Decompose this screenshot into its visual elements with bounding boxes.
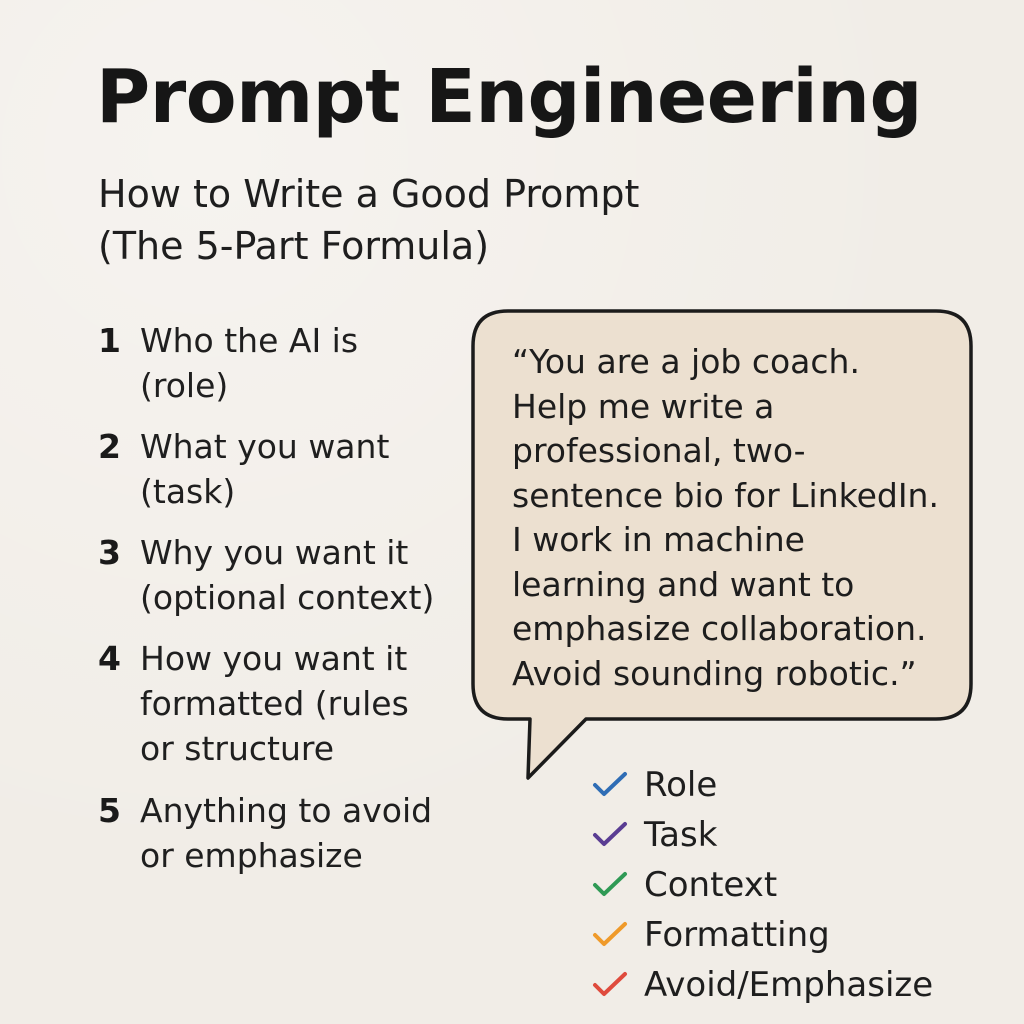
checklist-label: Formatting <box>644 915 830 955</box>
check-icon <box>592 870 628 900</box>
checklist-item-formatting <box>592 910 992 960</box>
check-icon <box>592 820 628 850</box>
step-description: How you want it formatted (rules or structure <box>140 639 409 768</box>
checklist-label: Context <box>644 865 778 905</box>
step-number: 4 <box>98 639 121 678</box>
example-line: learning and want to <box>512 564 855 604</box>
example-line: professional, two- <box>512 431 806 470</box>
step-description: Why you want it (optional context) <box>140 533 435 617</box>
example-line: Avoid sounding robotic.” <box>512 653 917 693</box>
check-icon <box>592 920 628 950</box>
check-icon <box>592 770 628 800</box>
step-description: Anything to avoid or emphasize <box>140 791 433 875</box>
example-line: “You are a job coach. <box>512 342 860 381</box>
example-line: sentence bio for LinkedIn. <box>512 475 939 515</box>
step-description: Who the AI is (role) <box>140 321 359 405</box>
checklist-item-avoid-emphasize <box>592 960 992 1010</box>
page-subtitle <box>98 168 898 272</box>
step-description: What you want (task) <box>140 427 390 511</box>
checklist-item-role <box>592 760 992 810</box>
example-line: emphasize collaboration. <box>512 609 927 648</box>
checklist-label: Avoid/Emphasize <box>644 965 934 1005</box>
example-line: Help me write a <box>512 386 775 426</box>
subtitle-line-1: How to Write a Good Prompt <box>98 172 640 216</box>
step-number: 3 <box>98 533 121 572</box>
checklist-label: Task <box>644 815 718 855</box>
page-title: Prompt Engineering <box>96 54 922 140</box>
step-number: 1 <box>98 321 121 360</box>
checklist-item-context <box>592 860 992 910</box>
step-number: 5 <box>98 791 121 830</box>
subtitle-line-2: (The 5-Part Formula) <box>98 224 490 268</box>
checklist-item-task <box>592 810 992 860</box>
step-number: 2 <box>98 427 121 466</box>
example-prompt-text <box>512 340 962 696</box>
checklist-label: Role <box>644 765 718 805</box>
check-icon <box>592 970 628 1000</box>
example-prompt-bubble <box>470 308 974 788</box>
example-line: I work in machine <box>512 520 805 559</box>
